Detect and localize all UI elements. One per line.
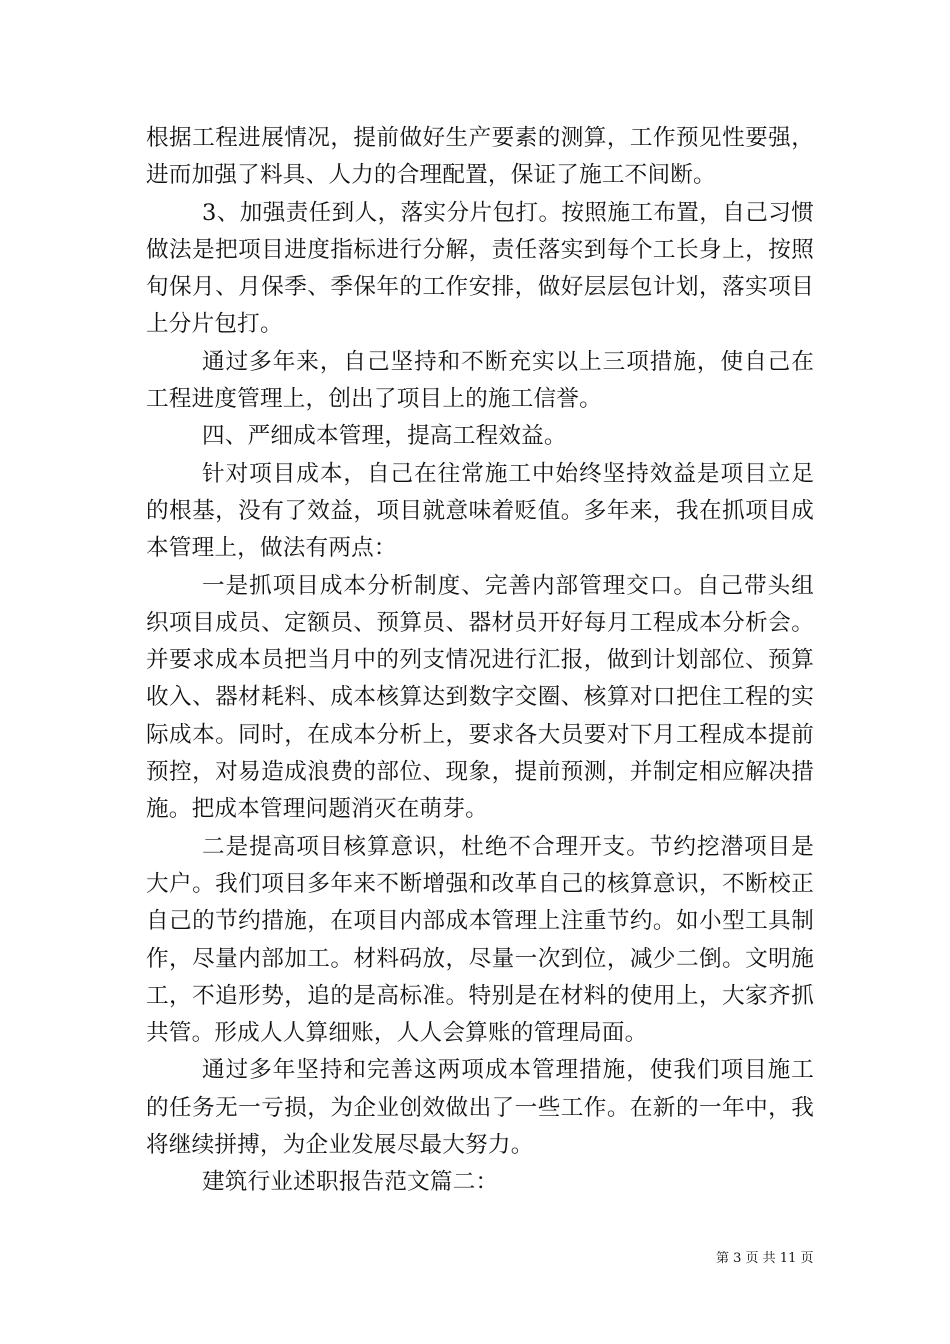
paragraph-6: 一是抓项目成本分析制度、完善内部管理交口。自己带头组织项目成员、定额员、预算员、器材员开好每月工程成本分析会。并要求成本员把当月中的列支情况进行汇报，做到计划部位、预算收入、器材耗料、成本核算达到数字交圈、核算对口把住工程的实际成本。同时，在成本分析上，要求各大员要对下月工程成本提前预控，对易造成浪费的部位、现象，提前预测，并制定相应解决措施。把成本管理问题消灭在萌芽。 (146, 572, 814, 823)
paragraph-8: 通过多年坚持和完善这两项成本管理措施，使我们项目施工的任务无一亏损，为企业创效做出了一些工作。在新的一年中，我将继续拼搏，为企业发展尽最大努力。 (146, 1057, 814, 1159)
page-number: 第 3 页 共 11 页 (716, 1251, 814, 1266)
paragraph-5: 针对项目成本，自己在往常施工中始终坚持效益是项目立足的根基，没有了效益，项目就意味着贬值。多年来，我在抓项目成本管理上，做法有两点： (146, 460, 814, 562)
section-title-part-two: 建筑行业述职报告范文篇二： (202, 1169, 499, 1196)
paragraph-2: 3、加强责任到人，落实分片包打。按照施工布置，自己习惯做法是把项目进度指标进行分解，责任落实到每个工长身上，按照旬保月、月保季、季保年的工作安排，做好层层包计划，落实项目上分片包打。 (146, 199, 814, 338)
document-body (146, 120, 814, 1202)
paragraph-1: 根据工程进展情况，提前做好生产要素的测算，工作预见性要强，进而加强了料具、人力的合理配置，保证了施工不间断。 (146, 125, 814, 189)
paragraph-3: 通过多年来，自己坚持和不断充实以上三项措施，使自己在工程进度管理上，创出了项目上的施工信誉。 (146, 348, 814, 413)
paragraph-7: 二是提高项目核算意识，杜绝不合理开支。节约挖潜项目是大户。我们项目多年来不断增强和改革自己的核算意识，不断校正自己的节约措施，在项目内部成本管理上注重节约。如小型工具制作，尽量内部加工。材料码放，尽量一次到位，减少二倒。文明施工，不追形势，追的是高标准。特别是在材料的使用上，大家齐抓共管。形成人人算细账，人人会算账的管理局面。 (146, 833, 814, 1047)
section-heading-4: 四、严细成本管理，提高工程效益。 (202, 423, 567, 450)
